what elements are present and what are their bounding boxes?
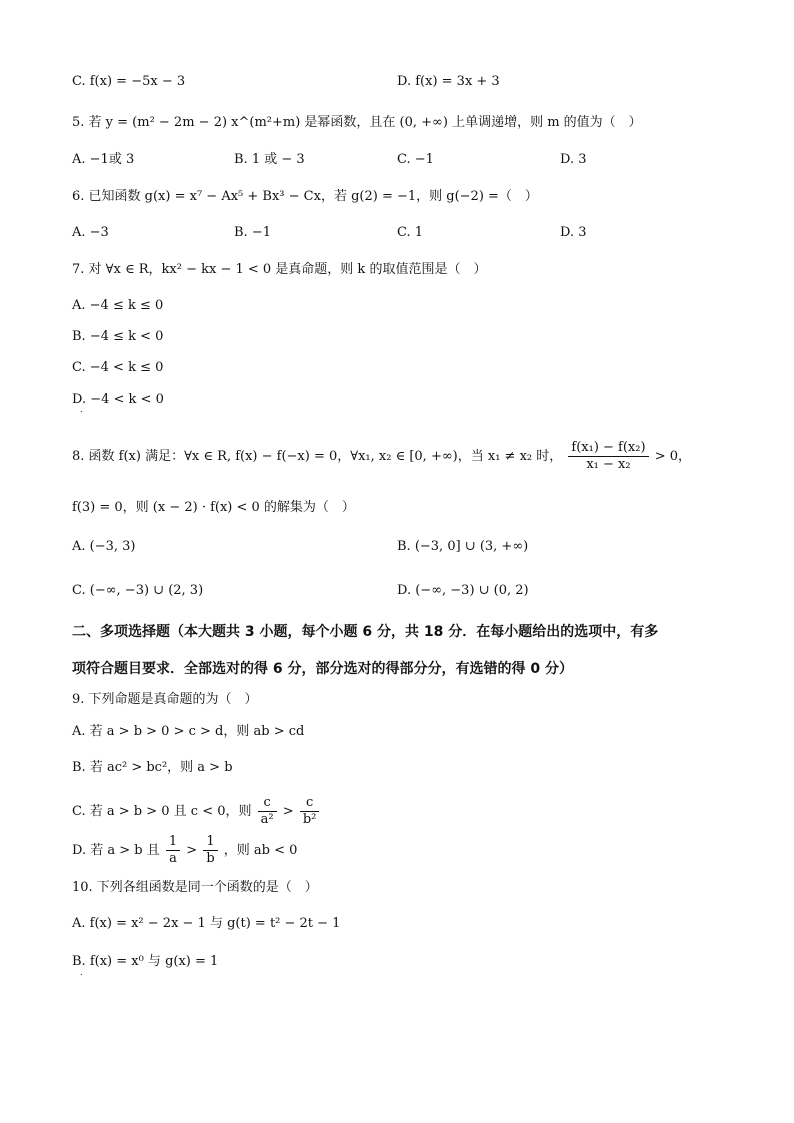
q9-option-b: B. 若 ac² > bc²，则 a > b (72, 760, 233, 775)
q10-stem: 10. 下列各组函数是同一个函数的是（ ） (72, 880, 318, 895)
q7-option-b: B. −4 ≤ k < 0 (72, 329, 164, 344)
q9-option-d (72, 834, 297, 867)
q8-stem-part2: > 0， (654, 449, 691, 464)
q8-fraction-numerator: f(x₁) − f(x₂) (568, 440, 648, 457)
fraction-numerator: c (258, 795, 277, 812)
q6-option-a: A. −3 (72, 225, 109, 240)
greater-than-sign: > (282, 804, 294, 819)
q9-option-d-text: D. 若 a > b 且 (72, 843, 160, 858)
q5-option-a: A. −1或 3 (72, 152, 135, 167)
q8-fraction (568, 440, 648, 473)
q8-fraction-denominator: x₁ − x₂ (586, 457, 631, 472)
q6-option-b: B. −1 (234, 225, 271, 240)
q10-option-b: B. f(x) = x⁰ 与 g(x) = 1 (72, 954, 219, 969)
fraction-numerator: 1 (203, 834, 217, 851)
q7-stem: 7. 对 ∀x ∈ R，kx² − kx − 1 < 0 是真命题，则 k 的取值范围是（ ） (72, 262, 487, 277)
dot-mark: . (80, 968, 83, 978)
dot-mark: . (80, 405, 83, 415)
q7-option-a: A. −4 ≤ k ≤ 0 (72, 298, 164, 313)
q4-option-d: D. f(x) = 3x + 3 (397, 74, 500, 89)
q10-option-a: A. f(x) = x² − 2x − 1 与 g(t) = t² − 2t − 1 (72, 916, 341, 931)
q5-option-c: C. −1 (397, 152, 434, 167)
q8-option-a: A. (−3, 3) (72, 539, 136, 554)
q5-option-d: D. 3 (560, 152, 587, 167)
q9-option-c-fraction-2 (300, 795, 320, 828)
fraction-denominator: a² (260, 812, 274, 827)
q9-option-a: A. 若 a > b > 0 > c > d，则 ab > cd (72, 724, 305, 739)
fraction-denominator: a (169, 851, 177, 866)
fraction-denominator: b² (302, 812, 317, 827)
q8-option-d: D. (−∞, −3) ∪ (0, 2) (397, 583, 529, 598)
q8-stem-line1 (72, 440, 691, 473)
q8-stem-part1: 8. 函数 f(x) 满足：∀x ∈ R, f(x) − f(−x) = 0，∀x₁, x₂ ∈ [0, +∞)，当 x₁ ≠ x₂ 时， (72, 449, 563, 464)
q9-option-c (72, 795, 321, 828)
q4-option-c: C. f(x) = −5x − 3 (72, 74, 186, 89)
q9-option-d-tail: ，则 ab < 0 (223, 843, 298, 858)
q7-option-d: D. −4 < k < 0 (72, 392, 164, 407)
q8-option-c: C. (−∞, −3) ∪ (2, 3) (72, 583, 204, 598)
q9-option-d-fraction-1 (166, 834, 180, 867)
q6-stem: 6. 已知函数 g(x) = x⁷ − Ax⁵ + Bx³ − Cx，若 g(2) = −1，则 g(−2) =（ ） (72, 189, 538, 204)
q9-option-c-text: C. 若 a > b > 0 且 c < 0，则 (72, 804, 252, 819)
section2-heading-line1: 二、多项选择题（本大题共 3 小题，每个小题 6 分，共 18 分．在每小题给出的选项中，有多 (72, 624, 659, 640)
q8-stem-line2: f(3) = 0，则 (x − 2) · f(x) < 0 的解集为（ ） (72, 500, 355, 515)
q9-option-d-fraction-2 (203, 834, 217, 867)
fraction-numerator: c (300, 795, 320, 812)
fraction-denominator: b (206, 851, 215, 866)
q6-option-d: D. 3 (560, 225, 587, 240)
greater-than-sign: > (186, 843, 198, 858)
q8-option-b: B. (−3, 0] ∪ (3, +∞) (397, 539, 529, 554)
q9-option-c-fraction-1 (258, 795, 277, 828)
section2-heading-line2: 项符合题目要求．全部选对的得 6 分，部分选对的得部分分，有选错的得 0 分） (72, 661, 573, 677)
q9-stem: 9. 下列命题是真命题的为（ ） (72, 692, 258, 707)
q5-option-b: B. 1 或 − 3 (234, 152, 305, 167)
q5-stem: 5. 若 y = (m² − 2m − 2) x^(m²+m) 是幂函数，且在 (0, +∞) 上单调递增，则 m 的值为（ ） (72, 115, 642, 130)
q7-option-c: C. −4 < k ≤ 0 (72, 360, 164, 375)
fraction-numerator: 1 (166, 834, 180, 851)
q6-option-c: C. 1 (397, 225, 424, 240)
